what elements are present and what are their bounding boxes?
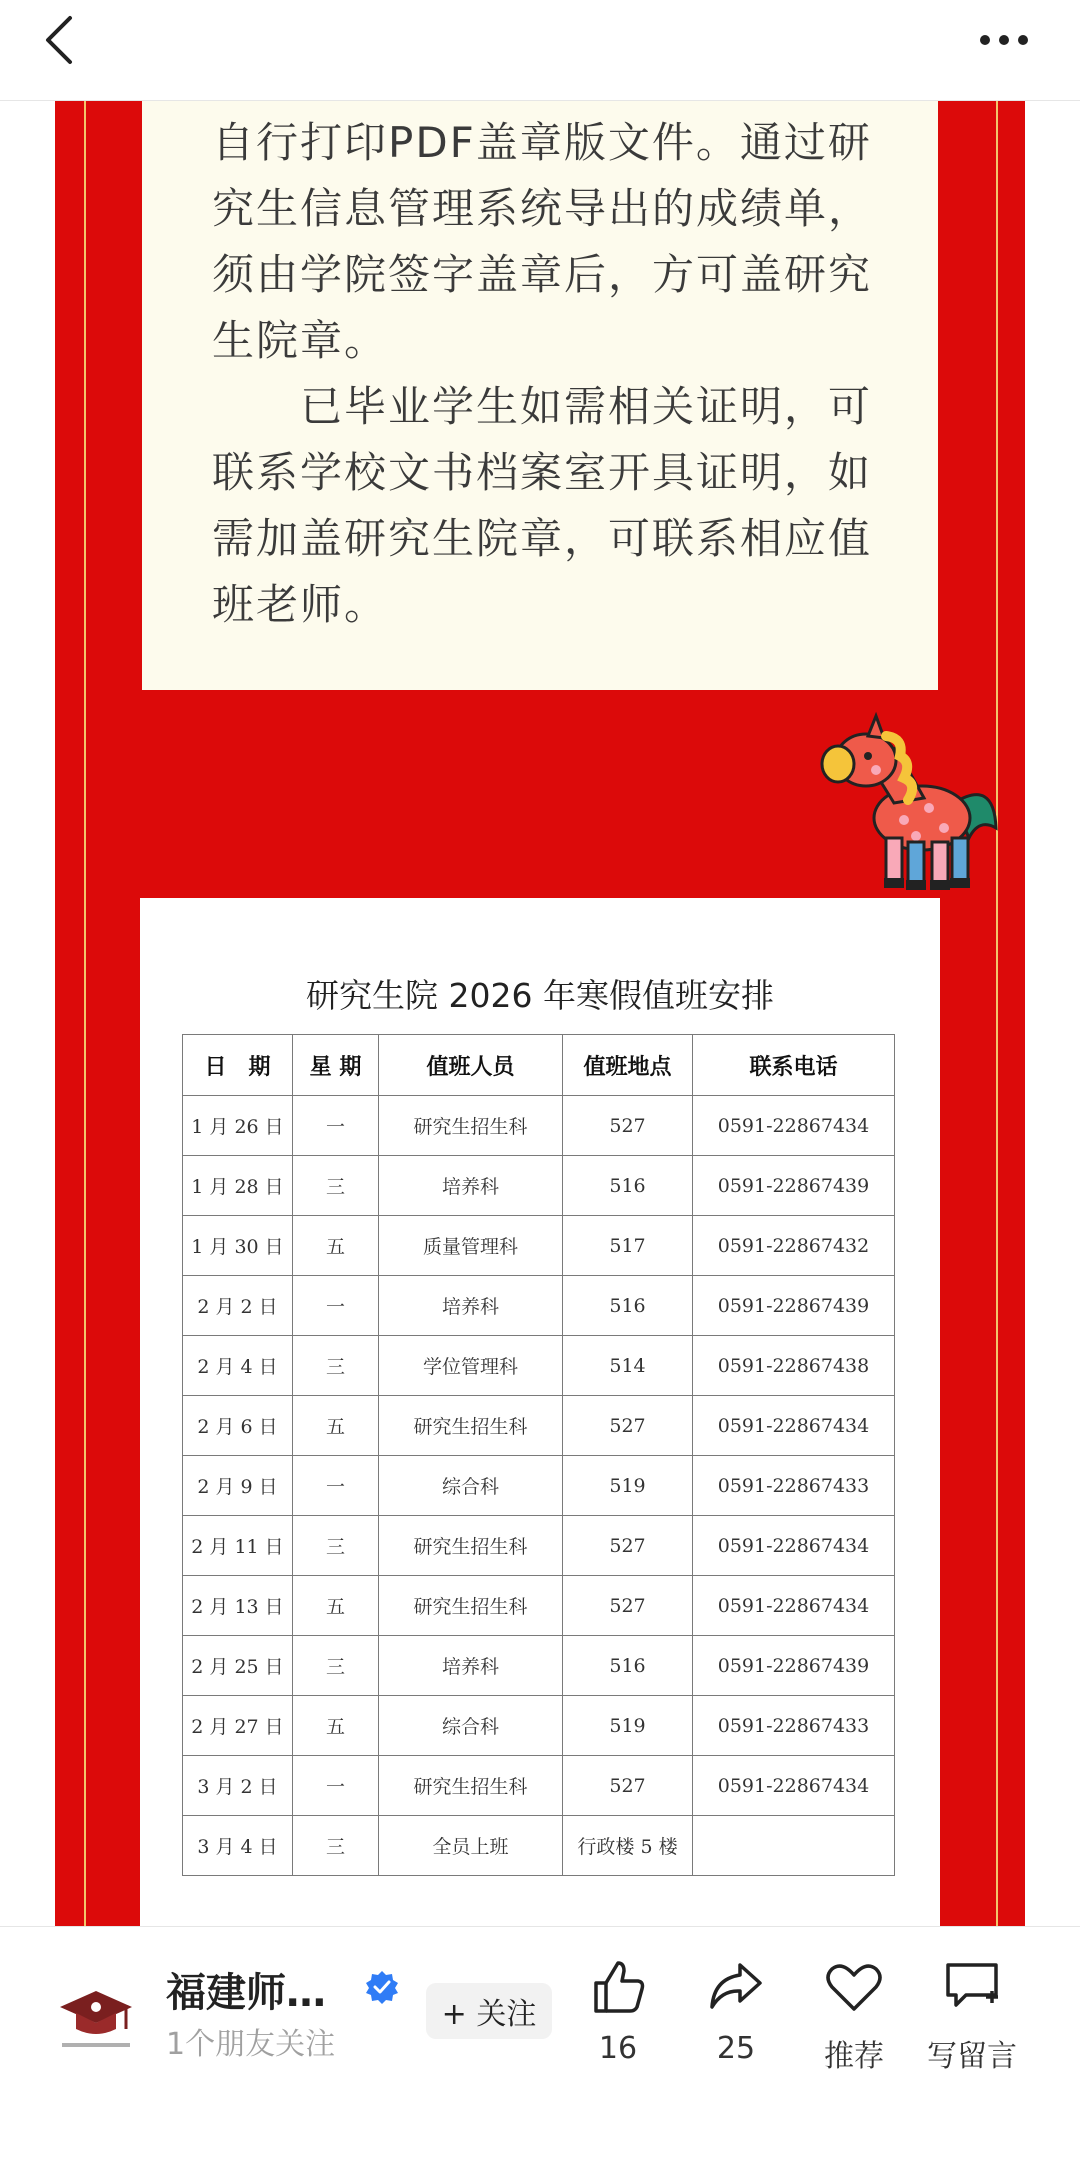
cell-weekday: 五: [293, 1696, 379, 1756]
table-row: [183, 1096, 895, 1156]
cell-weekday: 三: [293, 1516, 379, 1576]
cell-phone: 0591-22867439: [693, 1636, 895, 1696]
table-row: [183, 1156, 895, 1216]
recommend-label: 推荐: [824, 2039, 884, 2074]
cell-weekday: 一: [293, 1096, 379, 1156]
cell-location: 516: [563, 1156, 693, 1216]
cell-staff: 质量管理科: [379, 1216, 563, 1276]
chevron-left-icon: [34, 14, 94, 74]
gold-border-line-right: [996, 100, 998, 1926]
cell-weekday: 三: [293, 1816, 379, 1876]
cell-staff: 研究生招生科: [379, 1576, 563, 1636]
bottom-action-bar: [0, 1926, 1080, 2173]
cell-weekday: 五: [293, 1396, 379, 1456]
write-comment-button[interactable]: [912, 1957, 1032, 2075]
cell-location: 行政楼 5 楼: [563, 1816, 693, 1876]
gold-border-line-left: [84, 100, 86, 1926]
table-row: [183, 1396, 895, 1456]
follow-button[interactable]: + 关注: [426, 1983, 552, 2039]
table-row: [183, 1516, 895, 1576]
notice-text-box: [142, 100, 938, 690]
cell-location: 527: [563, 1396, 693, 1456]
table-row: [183, 1696, 895, 1756]
cell-date: 2 月 4 日: [183, 1336, 293, 1396]
cell-location: 517: [563, 1216, 693, 1276]
header-phone: 联系电话: [693, 1035, 895, 1096]
cell-date: 1 月 28 日: [183, 1156, 293, 1216]
cell-phone: 0591-22867434: [693, 1396, 895, 1456]
cell-location: 527: [563, 1096, 693, 1156]
cell-staff: 研究生招生科: [379, 1096, 563, 1156]
cell-date: 3 月 4 日: [183, 1816, 293, 1876]
friends-following-count: 1个朋友关注: [166, 2027, 336, 2062]
cell-location: 516: [563, 1636, 693, 1696]
cell-date: 2 月 2 日: [183, 1276, 293, 1336]
cell-phone: 0591-22867439: [693, 1156, 895, 1216]
header-location: 值班地点: [563, 1035, 693, 1096]
cell-phone: 0591-22867433: [693, 1456, 895, 1516]
table-header-row: [183, 1035, 895, 1096]
cell-staff: 全员上班: [379, 1816, 563, 1876]
cell-date: 2 月 6 日: [183, 1396, 293, 1456]
verified-badge-icon: [364, 1969, 400, 2005]
cell-location: 519: [563, 1456, 693, 1516]
cell-location: 527: [563, 1516, 693, 1576]
thumbs-up-icon: [588, 1957, 648, 2017]
notice-paragraph-1: 自行打印PDF盖章版文件。通过研究生信息管理系统导出的成绩单，须由学院签字盖章后，方可盖研究生院章。: [212, 118, 873, 365]
table-row: [183, 1276, 895, 1336]
table-row: [183, 1456, 895, 1516]
cell-weekday: 五: [293, 1216, 379, 1276]
more-dots-icon: [970, 20, 1050, 60]
header-weekday: 星 期: [293, 1035, 379, 1096]
cell-staff: 培养科: [379, 1276, 563, 1336]
cell-location: 527: [563, 1576, 693, 1636]
cell-date: 1 月 30 日: [183, 1216, 293, 1276]
cell-phone: 0591-22867438: [693, 1336, 895, 1396]
cell-location: 514: [563, 1336, 693, 1396]
table-row: [183, 1816, 895, 1876]
notice-paragraph-2: 已毕业学生如需相关证明，可联系学校文书档案室开具证明，如需加盖研究生院章，可联系相应值班老师。: [212, 382, 873, 629]
cell-phone: 0591-22867439: [693, 1276, 895, 1336]
cell-date: 1 月 26 日: [183, 1096, 293, 1156]
header-date: 日 期: [183, 1035, 293, 1096]
header-staff: 值班人员: [379, 1035, 563, 1096]
cell-staff: 培养科: [379, 1636, 563, 1696]
table-row: [183, 1576, 895, 1636]
cell-phone: 0591-22867434: [693, 1576, 895, 1636]
schedule-card: [140, 898, 940, 1926]
comment-plus-icon: [942, 1957, 1002, 2017]
cell-staff: 培养科: [379, 1156, 563, 1216]
cell-weekday: 三: [293, 1156, 379, 1216]
cell-weekday: 一: [293, 1276, 379, 1336]
cell-weekday: 五: [293, 1576, 379, 1636]
cell-staff: 综合科: [379, 1696, 563, 1756]
cell-weekday: 一: [293, 1456, 379, 1516]
table-row: [183, 1636, 895, 1696]
more-options-button[interactable]: [970, 20, 1050, 60]
top-nav-bar: [0, 0, 1080, 101]
like-button[interactable]: [558, 1957, 678, 2066]
schedule-table: [182, 1034, 895, 1876]
cell-staff: 学位管理科: [379, 1336, 563, 1396]
cell-date: 3 月 2 日: [183, 1756, 293, 1816]
cell-weekday: 一: [293, 1756, 379, 1816]
like-count: 16: [598, 2031, 638, 2066]
back-button[interactable]: [34, 14, 94, 74]
cell-staff: 研究生招生科: [379, 1516, 563, 1576]
account-avatar[interactable]: [56, 1977, 136, 2057]
cell-date: 2 月 25 日: [183, 1636, 293, 1696]
cell-staff: 研究生招生科: [379, 1396, 563, 1456]
cell-date: 2 月 27 日: [183, 1696, 293, 1756]
table-row: [183, 1216, 895, 1276]
cell-phone: 0591-22867434: [693, 1756, 895, 1816]
cell-location: 516: [563, 1276, 693, 1336]
share-count: 25: [716, 2031, 756, 2066]
account-name[interactable]: 福建师…: [166, 1970, 326, 2016]
share-arrow-icon: [706, 1957, 766, 2017]
cell-weekday: 三: [293, 1336, 379, 1396]
cell-phone: 0591-22867433: [693, 1696, 895, 1756]
table-row: [183, 1756, 895, 1816]
horse-illustration: [804, 708, 1004, 908]
heart-icon: [824, 1957, 884, 2017]
share-button[interactable]: [676, 1957, 796, 2066]
cell-phone: 0591-22867434: [693, 1516, 895, 1576]
schedule-title: 研究生院 2026 年寒假值班安排: [306, 976, 774, 1015]
cell-weekday: 三: [293, 1636, 379, 1696]
cell-location: 527: [563, 1756, 693, 1816]
write-comment-label: 写留言: [927, 2039, 1017, 2074]
cell-date: 2 月 9 日: [183, 1456, 293, 1516]
cell-staff: 综合科: [379, 1456, 563, 1516]
recommend-button[interactable]: [794, 1957, 914, 2075]
cell-date: 2 月 11 日: [183, 1516, 293, 1576]
cell-phone: [693, 1816, 895, 1876]
article-content[interactable]: [0, 100, 1080, 1926]
table-row: [183, 1336, 895, 1396]
cell-date: 2 月 13 日: [183, 1576, 293, 1636]
cell-phone: 0591-22867434: [693, 1096, 895, 1156]
cell-location: 519: [563, 1696, 693, 1756]
cell-staff: 研究生招生科: [379, 1756, 563, 1816]
cell-phone: 0591-22867432: [693, 1216, 895, 1276]
